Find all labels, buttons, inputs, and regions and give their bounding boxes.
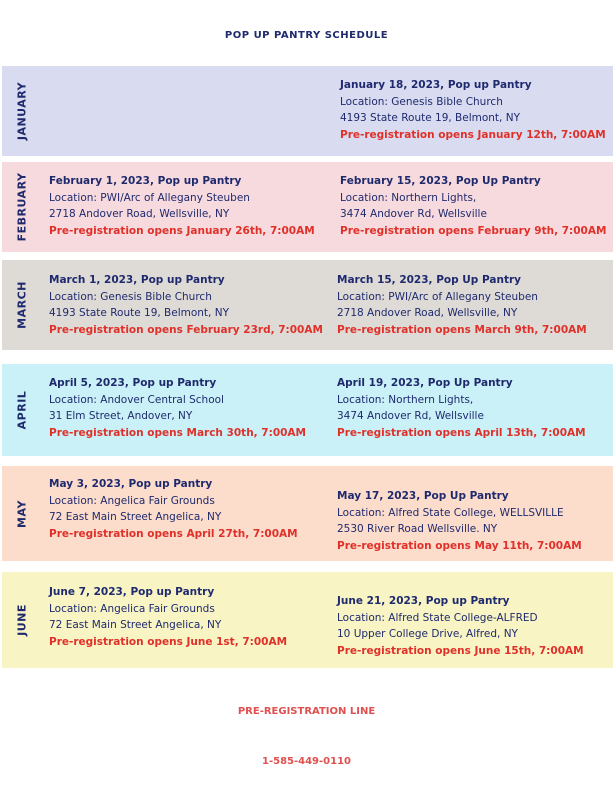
- event-entry: [49, 173, 315, 239]
- event-title: March 15, 2023, Pop Up Pantry: [337, 274, 521, 286]
- event-title: January 18, 2023, Pop up Pantry: [340, 79, 532, 91]
- event-location: Location: Alfred State College, WELLSVILLE: [337, 506, 564, 519]
- event-title: March 1, 2023, Pop up Pantry: [49, 274, 225, 286]
- event-location: Location: Genesis Bible Church: [49, 290, 212, 303]
- month-name: FEBRUARY: [15, 172, 29, 242]
- event-location: Location: Andover Central School: [49, 393, 224, 406]
- month-label: [2, 66, 42, 156]
- month-name: APRIL: [15, 390, 29, 430]
- month-band-january: [2, 66, 613, 156]
- preregistration-line-heading: PRE-REGISTRATION LINE: [237, 706, 376, 717]
- event-entry: [49, 476, 298, 542]
- event-title: February 15, 2023, Pop Up Pantry: [340, 175, 541, 187]
- event-registration: Pre-registration opens May 11th, 7:00AM: [337, 539, 582, 552]
- month-band-june: [2, 572, 613, 668]
- month-label: [2, 466, 42, 561]
- month-label: [2, 162, 42, 252]
- month-band-march: [2, 260, 613, 350]
- event-location: Location: Genesis Bible Church: [340, 95, 503, 108]
- event-title: May 3, 2023, Pop up Pantry: [49, 478, 213, 490]
- event-entry: [337, 375, 586, 441]
- event-registration: Pre-registration opens February 23rd, 7:00AM: [49, 323, 323, 336]
- event-entry: [340, 173, 606, 239]
- event-registration: Pre-registration opens January 26th, 7:00AM: [49, 224, 315, 237]
- event-location: Location: Angelica Fair Grounds: [49, 602, 215, 615]
- month-name: MARCH: [15, 281, 29, 329]
- event-registration: Pre-registration opens March 9th, 7:00AM: [337, 323, 587, 336]
- event-entry: [337, 488, 582, 554]
- event-location: Location: Northern Lights,: [337, 393, 474, 406]
- page-title: POP UP PANTRY SCHEDULE: [224, 30, 389, 41]
- event-address: 4193 State Route 19, Belmont, NY: [49, 307, 229, 319]
- event-registration: Pre-registration opens June 15th, 7:00AM: [337, 644, 584, 657]
- event-location: Location: PWI/Arc of Allegany Steuben: [337, 290, 538, 303]
- event-title: February 1, 2023, Pop up Pantry: [49, 175, 242, 187]
- event-registration: Pre-registration opens January 12th, 7:00AM: [340, 128, 606, 141]
- event-address: 10 Upper College Drive, Alfred, NY: [337, 628, 518, 640]
- event-entry: [337, 272, 587, 338]
- month-label: [2, 572, 42, 668]
- event-address: 2718 Andover Road, Wellsville, NY: [337, 307, 518, 319]
- month-name: MAY: [15, 499, 29, 528]
- month-label: [2, 364, 42, 456]
- preregistration-phone-number: 1-585-449-0110: [262, 756, 351, 767]
- event-address: 2530 River Road Wellsville. NY: [337, 523, 498, 535]
- month-band-may: [2, 466, 613, 561]
- month-label: [2, 260, 42, 350]
- month-band-april: [2, 364, 613, 456]
- month-name: JUNE: [15, 604, 29, 636]
- event-registration: Pre-registration opens March 30th, 7:00AM: [49, 426, 307, 439]
- event-address: 3474 Andover Rd, Wellsville: [340, 208, 487, 220]
- event-entry: [49, 272, 323, 338]
- event-title: April 5, 2023, Pop up Pantry: [49, 377, 217, 389]
- event-address: 2718 Andover Road, Wellsville, NY: [49, 208, 230, 220]
- event-location: Location: PWI/Arc of Allegany Steuben: [49, 191, 250, 204]
- event-title: April 19, 2023, Pop Up Pantry: [337, 377, 513, 389]
- month-band-february: [2, 162, 613, 252]
- event-entry: [49, 375, 306, 441]
- event-location: Location: Angelica Fair Grounds: [49, 494, 215, 507]
- event-registration: Pre-registration opens April 27th, 7:00AM: [49, 527, 298, 540]
- event-address: 31 Elm Street, Andover, NY: [49, 410, 193, 422]
- event-location: Location: Alfred State College-ALFRED: [337, 611, 538, 624]
- event-address: 4193 State Route 19, Belmont, NY: [340, 112, 520, 124]
- event-entry: [49, 584, 287, 650]
- month-name: JANUARY: [15, 81, 29, 141]
- event-address: 3474 Andover Rd, Wellsville: [337, 410, 484, 422]
- event-title: June 7, 2023, Pop up Pantry: [49, 586, 215, 598]
- event-registration: Pre-registration opens April 13th, 7:00AM: [337, 426, 586, 439]
- event-registration: Pre-registration opens February 9th, 7:00AM: [340, 224, 607, 237]
- event-address: 72 East Main Street Angelica, NY: [49, 511, 222, 523]
- event-location: Location: Northern Lights,: [340, 191, 477, 204]
- event-registration: Pre-registration opens June 1st, 7:00AM: [49, 635, 288, 648]
- event-address: 72 East Main Street Angelica, NY: [49, 619, 222, 631]
- event-entry: [340, 77, 606, 143]
- event-entry: [337, 593, 584, 659]
- event-title: June 21, 2023, Pop up Pantry: [337, 595, 510, 607]
- event-title: May 17, 2023, Pop Up Pantry: [337, 490, 509, 502]
